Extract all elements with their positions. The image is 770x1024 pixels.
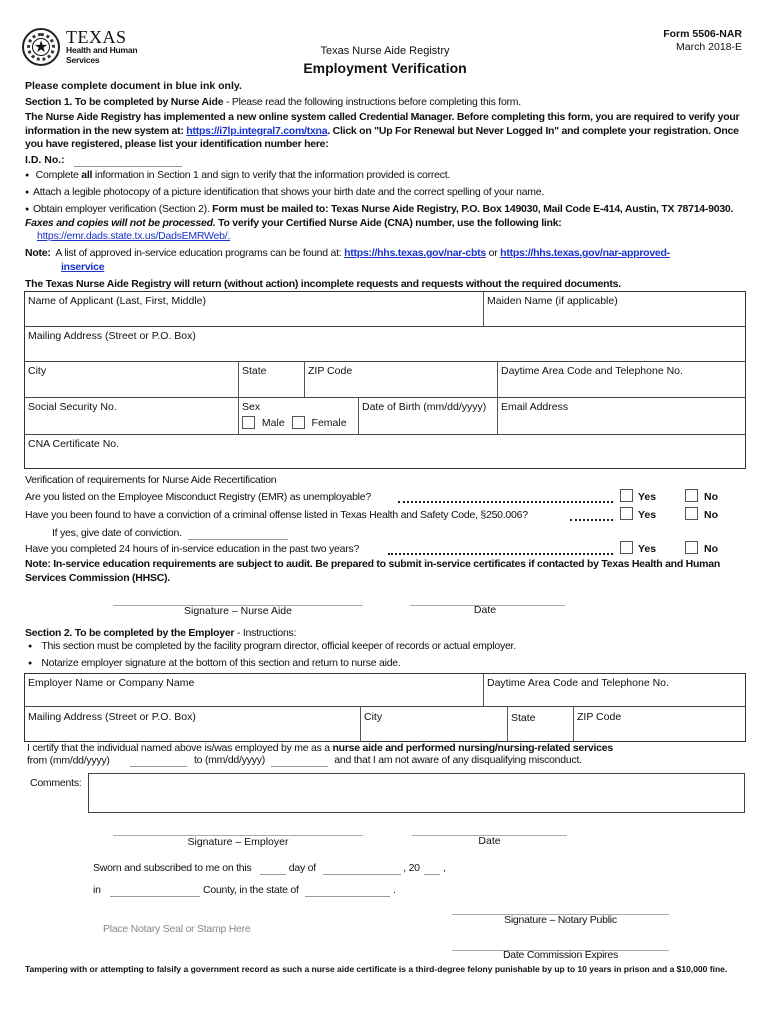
q1-yes-label: Yes <box>638 491 657 503</box>
section2-bullet-2 <box>28 657 748 670</box>
section2-bullet1-text: This section must be completed by the facility program director, official keeper of records or actual employer. <box>41 640 516 652</box>
bullet3-fax-warning: Faxes and copies will not be processed. <box>25 216 216 229</box>
year-prefix-label: , 20 <box>403 862 420 874</box>
bullet1-bold: all <box>81 169 93 181</box>
cna-certificate-label: CNA Certificate No. <box>28 438 120 450</box>
employer-state-label: State <box>511 712 536 724</box>
sworn-row <box>93 862 446 875</box>
period: . <box>393 884 396 896</box>
employer-mailing-field[interactable] <box>25 707 360 741</box>
email-field[interactable] <box>498 398 746 434</box>
instruction-bullet-3 <box>25 203 745 244</box>
phone-label: Daytime Area Code and Telephone No. <box>501 365 683 377</box>
sworn-month-field[interactable] <box>323 863 401 875</box>
inservice-note <box>25 247 745 274</box>
employer-state-field[interactable] <box>508 707 573 741</box>
q2-yes-checkbox[interactable] <box>620 507 633 520</box>
section2-bullet-1 <box>28 640 748 653</box>
q1-no-label: No <box>704 491 718 503</box>
q3-yes-label: Yes <box>638 543 657 555</box>
q3-yes-checkbox[interactable] <box>620 541 633 554</box>
ssn-field[interactable] <box>25 398 238 434</box>
bullet3-mailing-address: Form must be mailed to: Texas Nurse Aide Registry, P.O. Box 149030, Mail Code E-414, Austin, TX 78714-9030. <box>212 203 734 215</box>
employer-city-field[interactable] <box>361 707 507 741</box>
county-label: County, in the state of <box>203 884 299 896</box>
comments-textarea[interactable] <box>88 773 745 813</box>
q3-no-checkbox[interactable] <box>685 541 698 554</box>
commission-date-label: Date Commission Expires <box>502 949 619 961</box>
instruction-bullet-1 <box>25 169 745 182</box>
employer-signature-label: Signature – Employer <box>187 836 289 848</box>
leader-dots <box>398 501 613 503</box>
return-warning: The Texas Nurse Aide Registry will return (without action) incomplete requests and requests without the required documents. <box>25 278 621 290</box>
notary-signature-label: Signature – Notary Public <box>504 914 617 926</box>
male-checkbox[interactable] <box>242 416 255 429</box>
sworn-text: Sworn and subscribed to me on this <box>93 862 252 874</box>
id-label: I.D. No.: <box>25 154 65 166</box>
leader-dots <box>388 553 613 555</box>
in-label: in <box>93 884 101 896</box>
nurse-date-label: Date <box>473 604 497 616</box>
form-revision: March 2018-E <box>676 41 742 53</box>
notary-seal-placeholder: Place Notary Seal or Stamp Here <box>103 923 251 935</box>
to-date-label: to (mm/dd/yyyy) <box>194 754 265 766</box>
zip-code-label: ZIP Code <box>308 365 353 377</box>
mailing-address-label: Mailing Address (Street or P.O. Box) <box>28 330 196 342</box>
bullet1-text-post: information in Section 1 and sign to verify that the information provided is correct. <box>92 169 451 181</box>
day-of-label: day of <box>288 862 316 874</box>
employer-name-field[interactable] <box>25 674 483 706</box>
conviction-date-field[interactable] <box>188 528 288 540</box>
conviction-date-label: If yes, give date of conviction. <box>52 527 182 539</box>
bullet3-cna-text: To verify your Certified Nurse Aide (CNA) number, use the following link: <box>215 216 562 229</box>
applicant-name-field[interactable] <box>25 292 483 326</box>
section2-heading-suffix: - Instructions: <box>234 627 297 639</box>
certify-bold: nurse aide and performed nursing/nursing-related services <box>332 742 613 754</box>
nurse-signature-label: Signature – Nurse Aide <box>184 605 292 617</box>
section1-instructions: - Please read the following instructions before completing this form. <box>223 96 521 108</box>
credential-text-1: The Nurse Aide Registry has implemented a new online system called Credential Manager. Before completing this form, you are required to verify your information in the new system at: <box>25 111 740 137</box>
felony-warning: Tampering with or attempting to falsify a government record as such a nurse aide certificate is a third-degree felony punishable by up to 10 years in prison and a $10,000 fine. <box>25 964 728 974</box>
employer-date-label: Date <box>478 835 501 847</box>
texas-seal-icon: ★ <box>22 28 60 66</box>
section1-header <box>25 96 745 109</box>
employment-certification <box>27 743 747 767</box>
note-label: Note: <box>25 247 51 259</box>
female-checkbox[interactable] <box>292 416 305 429</box>
nar-approved-inservice-link-cont[interactable]: inservice <box>61 260 105 273</box>
id-number-field[interactable] <box>74 155 182 167</box>
nar-approved-inservice-link[interactable]: https://hhs.texas.gov/nar-approved- <box>500 247 670 259</box>
q1-text: Are you listed on the Employee Misconduct Registry (EMR) as unemployable? <box>25 491 371 503</box>
to-date-field[interactable] <box>271 755 328 767</box>
employer-phone-field[interactable] <box>484 674 746 706</box>
employer-phone-label: Daytime Area Code and Telephone No. <box>487 677 669 689</box>
female-label: Female <box>311 417 347 430</box>
section1-heading: Section 1. To be completed by Nurse Aide <box>25 96 224 108</box>
q2-text: Have you been found to have a conviction of a criminal offense listed in Texas Health and Safety Code, §250.006? <box>25 509 528 521</box>
from-date-label: from (mm/dd/yyyy) <box>27 754 110 766</box>
cna-certificate-field[interactable] <box>25 435 745 469</box>
bullet3-marker <box>25 203 33 215</box>
ink-notice: Please complete document in blue ink only. <box>25 80 242 92</box>
sworn-day-field[interactable] <box>260 863 286 875</box>
employer-mailing-label: Mailing Address (Street or P.O. Box) <box>28 711 196 723</box>
instruction-bullet-2: ● Attach a legible photocopy of a picture identification that shows your birth date and the correct spelling of your name. <box>25 186 745 199</box>
dob-label: Date of Birth (mm/dd/yyyy) <box>362 401 487 413</box>
q2-no-label: No <box>704 509 718 521</box>
employer-zip-field[interactable] <box>574 707 746 741</box>
id-number-row <box>25 154 745 167</box>
form-number: Form 5506-NAR <box>663 28 742 40</box>
mailing-address-field[interactable] <box>25 327 745 361</box>
audit-note: Note: In-service education requirements are subject to audit. Be prepared to submit in-service certificates if contacted by Texas Health and Human Services Commission (HHSC). <box>25 558 721 584</box>
county-field[interactable] <box>110 885 200 897</box>
section2-header <box>25 627 745 640</box>
q1-no-checkbox[interactable] <box>685 489 698 502</box>
q3-text: Have you completed 24 hours of in-service education in the past two years? <box>25 543 360 555</box>
sex-label: Sex <box>242 401 261 413</box>
bullet3-text: Obtain employer verification (Section 2). <box>32 203 213 215</box>
city-label: City <box>28 365 47 377</box>
section2-heading: Section 2. To be completed by the Employer <box>25 627 235 639</box>
form-title: Employment Verification <box>303 60 467 76</box>
registry-name: Texas Nurse Aide Registry <box>320 45 450 57</box>
q1-yes-checkbox[interactable] <box>620 489 633 502</box>
comma: , <box>443 862 446 874</box>
note-or: or <box>485 247 501 259</box>
q3-no-label: No <box>704 543 718 555</box>
email-label: Email Address <box>501 401 569 413</box>
state-label: State <box>242 365 267 377</box>
sworn-year-field[interactable] <box>424 863 440 875</box>
maiden-name-field[interactable] <box>484 292 746 326</box>
sex-field <box>239 398 358 434</box>
conviction-date-row <box>52 527 288 540</box>
phone-field[interactable] <box>498 362 746 397</box>
logo-texas: TEXAS <box>66 27 127 47</box>
credential-manager-link[interactable]: https://i7lp.integral7.com/txna <box>186 124 328 137</box>
nar-cbts-link[interactable]: https://hhs.texas.gov/nar-cbts <box>344 247 486 259</box>
comments-label: Comments: <box>30 777 82 789</box>
leader-dots <box>570 519 613 521</box>
male-label: Male <box>261 417 285 430</box>
bullet-marker <box>28 657 36 669</box>
credential-manager-notice <box>25 111 745 152</box>
state-field[interactable] <box>239 362 304 397</box>
q2-yes-label: Yes <box>638 509 657 521</box>
city-field[interactable] <box>25 362 238 397</box>
certify-text: I certify that the individual named above is/was employed by me as a <box>27 742 333 754</box>
ssn-label: Social Security No. <box>28 401 117 413</box>
logo-hhs-line2: Services <box>66 55 100 65</box>
maiden-name-label: Maiden Name (if applicable) <box>487 295 618 307</box>
logo-hhs-line1: Health and Human <box>66 45 138 55</box>
bullet1-text: Complete <box>35 169 82 181</box>
county-row <box>93 884 396 897</box>
certify-post-text: and that I am not aware of any disqualifying misconduct. <box>334 754 582 766</box>
employer-city-label: City <box>364 711 383 723</box>
zip-code-field[interactable] <box>305 362 497 397</box>
bullet-marker <box>28 640 36 652</box>
employer-name-label: Employer Name or Company Name <box>28 677 195 689</box>
credential-text-2: . Click on "Up For Renewal but Never Logged In" and complete your registration. Once you have registered, please list your identification number here: <box>25 124 739 150</box>
dob-field[interactable] <box>359 398 497 434</box>
applicant-name-label: Name of Applicant (Last, First, Middle) <box>28 295 206 307</box>
recert-heading: Verification of requirements for Nurse Aide Recertification <box>25 474 277 486</box>
note-text: A list of approved in-service education programs can be found at: <box>55 247 345 259</box>
q2-no-checkbox[interactable] <box>685 507 698 520</box>
from-date-field[interactable] <box>130 755 187 767</box>
emr-link[interactable]: https://emr.dads.state.tx.us/DadsEMRWeb/. <box>37 230 231 242</box>
employer-zip-label: ZIP Code <box>577 711 622 723</box>
state-of-field[interactable] <box>305 885 390 897</box>
section2-bullet2-text: Notarize employer signature at the bottom of this section and return to nurse aide. <box>41 657 401 669</box>
